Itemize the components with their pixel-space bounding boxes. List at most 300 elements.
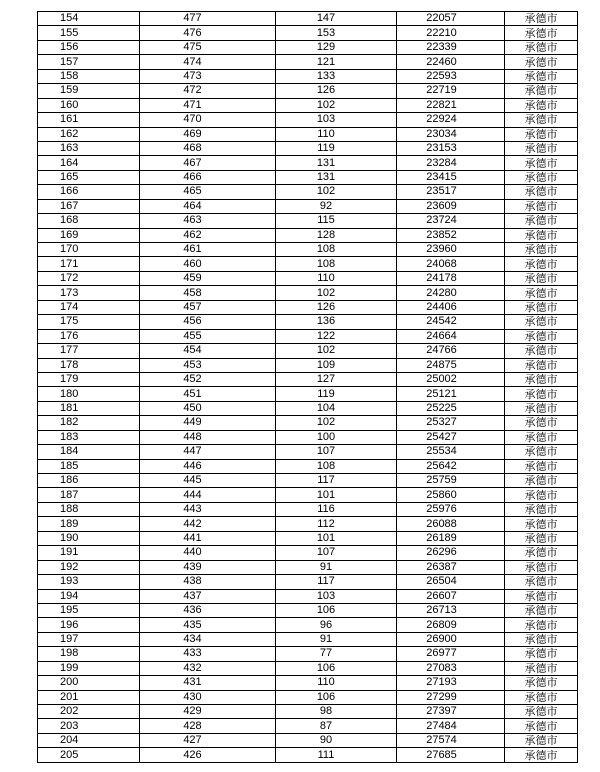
count-cell: 98 bbox=[276, 705, 397, 719]
score-cell: 454 bbox=[140, 344, 276, 358]
table-row bbox=[38, 113, 578, 127]
score-cell: 449 bbox=[140, 416, 276, 430]
cumulative-cell: 22821 bbox=[397, 98, 505, 112]
city-cell: 承德市 bbox=[505, 719, 578, 733]
table-row bbox=[38, 40, 578, 54]
city-cell: 承德市 bbox=[505, 632, 578, 646]
rank-cell: 154 bbox=[38, 12, 140, 26]
rank-cell: 190 bbox=[38, 531, 140, 545]
table-row bbox=[38, 286, 578, 300]
city-cell: 承德市 bbox=[505, 474, 578, 488]
rank-cell: 162 bbox=[38, 127, 140, 141]
city-cell: 承德市 bbox=[505, 546, 578, 560]
count-cell: 126 bbox=[276, 300, 397, 314]
rank-cell: 172 bbox=[38, 271, 140, 285]
rank-cell: 204 bbox=[38, 733, 140, 747]
rank-cell: 166 bbox=[38, 185, 140, 199]
table-row bbox=[38, 661, 578, 675]
city-cell: 承德市 bbox=[505, 243, 578, 257]
count-cell: 107 bbox=[276, 546, 397, 560]
rank-cell: 178 bbox=[38, 358, 140, 372]
rank-cell: 195 bbox=[38, 603, 140, 617]
city-cell: 承德市 bbox=[505, 98, 578, 112]
table-row bbox=[38, 271, 578, 285]
count-cell: 111 bbox=[276, 748, 397, 762]
table-row bbox=[38, 228, 578, 242]
cumulative-cell: 25225 bbox=[397, 401, 505, 415]
score-cell: 477 bbox=[140, 12, 276, 26]
table-row bbox=[38, 55, 578, 69]
score-cell: 456 bbox=[140, 315, 276, 329]
cumulative-cell: 27397 bbox=[397, 705, 505, 719]
cumulative-cell: 23852 bbox=[397, 228, 505, 242]
count-cell: 91 bbox=[276, 632, 397, 646]
cumulative-cell: 26504 bbox=[397, 575, 505, 589]
score-cell: 467 bbox=[140, 156, 276, 170]
rank-cell: 168 bbox=[38, 214, 140, 228]
cumulative-cell: 22460 bbox=[397, 55, 505, 69]
cumulative-cell: 26977 bbox=[397, 647, 505, 661]
rank-cell: 164 bbox=[38, 156, 140, 170]
city-cell: 承德市 bbox=[505, 618, 578, 632]
score-cell: 447 bbox=[140, 445, 276, 459]
table-row bbox=[38, 676, 578, 690]
cumulative-cell: 23517 bbox=[397, 185, 505, 199]
score-cell: 429 bbox=[140, 705, 276, 719]
table-row bbox=[38, 84, 578, 98]
cumulative-cell: 26387 bbox=[397, 560, 505, 574]
table-row bbox=[38, 329, 578, 343]
city-cell: 承德市 bbox=[505, 329, 578, 343]
count-cell: 87 bbox=[276, 719, 397, 733]
rank-cell: 183 bbox=[38, 430, 140, 444]
city-cell: 承德市 bbox=[505, 55, 578, 69]
city-cell: 承德市 bbox=[505, 358, 578, 372]
table-row bbox=[38, 257, 578, 271]
cumulative-cell: 22719 bbox=[397, 84, 505, 98]
score-cell: 457 bbox=[140, 300, 276, 314]
city-cell: 承德市 bbox=[505, 459, 578, 473]
table-row bbox=[38, 445, 578, 459]
count-cell: 153 bbox=[276, 26, 397, 40]
table-row bbox=[38, 748, 578, 762]
score-table-body bbox=[38, 12, 578, 763]
city-cell: 承德市 bbox=[505, 170, 578, 184]
count-cell: 119 bbox=[276, 387, 397, 401]
score-cell: 452 bbox=[140, 372, 276, 386]
count-cell: 115 bbox=[276, 214, 397, 228]
score-cell: 426 bbox=[140, 748, 276, 762]
score-cell: 458 bbox=[140, 286, 276, 300]
rank-cell: 186 bbox=[38, 474, 140, 488]
count-cell: 117 bbox=[276, 474, 397, 488]
rank-cell: 187 bbox=[38, 488, 140, 502]
score-cell: 474 bbox=[140, 55, 276, 69]
city-cell: 承德市 bbox=[505, 199, 578, 213]
score-cell: 459 bbox=[140, 271, 276, 285]
rank-cell: 171 bbox=[38, 257, 140, 271]
city-cell: 承德市 bbox=[505, 647, 578, 661]
score-cell: 471 bbox=[140, 98, 276, 112]
table-row bbox=[38, 170, 578, 184]
city-cell: 承德市 bbox=[505, 748, 578, 762]
cumulative-cell: 26809 bbox=[397, 618, 505, 632]
rank-cell: 202 bbox=[38, 705, 140, 719]
score-cell: 443 bbox=[140, 502, 276, 516]
score-cell: 463 bbox=[140, 214, 276, 228]
score-cell: 446 bbox=[140, 459, 276, 473]
cumulative-cell: 26900 bbox=[397, 632, 505, 646]
rank-cell: 157 bbox=[38, 55, 140, 69]
count-cell: 110 bbox=[276, 127, 397, 141]
cumulative-cell: 26189 bbox=[397, 531, 505, 545]
rank-cell: 181 bbox=[38, 401, 140, 415]
cumulative-cell: 27574 bbox=[397, 733, 505, 747]
count-cell: 110 bbox=[276, 676, 397, 690]
table-row bbox=[38, 26, 578, 40]
city-cell: 承德市 bbox=[505, 286, 578, 300]
table-row bbox=[38, 430, 578, 444]
city-cell: 承德市 bbox=[505, 416, 578, 430]
score-cell: 465 bbox=[140, 185, 276, 199]
rank-cell: 188 bbox=[38, 502, 140, 516]
score-cell: 470 bbox=[140, 113, 276, 127]
table-row bbox=[38, 488, 578, 502]
table-row bbox=[38, 705, 578, 719]
city-cell: 承德市 bbox=[505, 589, 578, 603]
city-cell: 承德市 bbox=[505, 214, 578, 228]
rank-cell: 169 bbox=[38, 228, 140, 242]
city-cell: 承德市 bbox=[505, 733, 578, 747]
cumulative-cell: 25327 bbox=[397, 416, 505, 430]
count-cell: 90 bbox=[276, 733, 397, 747]
rank-cell: 170 bbox=[38, 243, 140, 257]
city-cell: 承德市 bbox=[505, 69, 578, 83]
rank-cell: 198 bbox=[38, 647, 140, 661]
rank-cell: 177 bbox=[38, 344, 140, 358]
count-cell: 104 bbox=[276, 401, 397, 415]
cumulative-cell: 23153 bbox=[397, 141, 505, 155]
cumulative-cell: 27484 bbox=[397, 719, 505, 733]
city-cell: 承德市 bbox=[505, 430, 578, 444]
cumulative-cell: 27685 bbox=[397, 748, 505, 762]
score-cell: 428 bbox=[140, 719, 276, 733]
table-row bbox=[38, 300, 578, 314]
rank-cell: 185 bbox=[38, 459, 140, 473]
rank-cell: 201 bbox=[38, 690, 140, 704]
count-cell: 110 bbox=[276, 271, 397, 285]
score-cell: 455 bbox=[140, 329, 276, 343]
city-cell: 承德市 bbox=[505, 387, 578, 401]
score-cell: 450 bbox=[140, 401, 276, 415]
score-cell: 462 bbox=[140, 228, 276, 242]
score-cell: 433 bbox=[140, 647, 276, 661]
table-row bbox=[38, 647, 578, 661]
rank-cell: 182 bbox=[38, 416, 140, 430]
table-row bbox=[38, 531, 578, 545]
rank-cell: 179 bbox=[38, 372, 140, 386]
score-cell: 466 bbox=[140, 170, 276, 184]
count-cell: 106 bbox=[276, 661, 397, 675]
rank-cell: 191 bbox=[38, 546, 140, 560]
cumulative-cell: 25759 bbox=[397, 474, 505, 488]
score-cell: 442 bbox=[140, 517, 276, 531]
city-cell: 承德市 bbox=[505, 502, 578, 516]
table-row bbox=[38, 141, 578, 155]
table-row bbox=[38, 474, 578, 488]
cumulative-cell: 24664 bbox=[397, 329, 505, 343]
cumulative-cell: 26607 bbox=[397, 589, 505, 603]
score-cell: 441 bbox=[140, 531, 276, 545]
rank-cell: 194 bbox=[38, 589, 140, 603]
city-cell: 承德市 bbox=[505, 344, 578, 358]
score-cell: 468 bbox=[140, 141, 276, 155]
cumulative-cell: 23284 bbox=[397, 156, 505, 170]
count-cell: 133 bbox=[276, 69, 397, 83]
count-cell: 147 bbox=[276, 12, 397, 26]
cumulative-cell: 25427 bbox=[397, 430, 505, 444]
city-cell: 承德市 bbox=[505, 300, 578, 314]
count-cell: 91 bbox=[276, 560, 397, 574]
count-cell: 136 bbox=[276, 315, 397, 329]
rank-cell: 156 bbox=[38, 40, 140, 54]
city-cell: 承德市 bbox=[505, 690, 578, 704]
table-row bbox=[38, 199, 578, 213]
cumulative-cell: 25002 bbox=[397, 372, 505, 386]
rank-cell: 174 bbox=[38, 300, 140, 314]
table-row bbox=[38, 603, 578, 617]
score-cell: 464 bbox=[140, 199, 276, 213]
rank-cell: 173 bbox=[38, 286, 140, 300]
table-row bbox=[38, 358, 578, 372]
city-cell: 承德市 bbox=[505, 575, 578, 589]
score-cell: 445 bbox=[140, 474, 276, 488]
table-row bbox=[38, 344, 578, 358]
score-cell: 476 bbox=[140, 26, 276, 40]
table-row bbox=[38, 632, 578, 646]
count-cell: 102 bbox=[276, 185, 397, 199]
cumulative-cell: 26713 bbox=[397, 603, 505, 617]
rank-cell: 175 bbox=[38, 315, 140, 329]
city-cell: 承德市 bbox=[505, 257, 578, 271]
table-row bbox=[38, 575, 578, 589]
rank-cell: 163 bbox=[38, 141, 140, 155]
count-cell: 131 bbox=[276, 156, 397, 170]
count-cell: 100 bbox=[276, 430, 397, 444]
count-cell: 108 bbox=[276, 257, 397, 271]
score-cell: 431 bbox=[140, 676, 276, 690]
count-cell: 108 bbox=[276, 459, 397, 473]
count-cell: 109 bbox=[276, 358, 397, 372]
count-cell: 96 bbox=[276, 618, 397, 632]
cumulative-cell: 27193 bbox=[397, 676, 505, 690]
rank-cell: 203 bbox=[38, 719, 140, 733]
rank-cell: 184 bbox=[38, 445, 140, 459]
table-row bbox=[38, 387, 578, 401]
table-row bbox=[38, 502, 578, 516]
city-cell: 承德市 bbox=[505, 661, 578, 675]
table-row bbox=[38, 69, 578, 83]
score-cell: 444 bbox=[140, 488, 276, 502]
rank-cell: 192 bbox=[38, 560, 140, 574]
table-row bbox=[38, 185, 578, 199]
city-cell: 承德市 bbox=[505, 676, 578, 690]
cumulative-cell: 25642 bbox=[397, 459, 505, 473]
count-cell: 106 bbox=[276, 603, 397, 617]
cumulative-cell: 24280 bbox=[397, 286, 505, 300]
rank-cell: 197 bbox=[38, 632, 140, 646]
cumulative-cell: 23415 bbox=[397, 170, 505, 184]
cumulative-cell: 24875 bbox=[397, 358, 505, 372]
table-row bbox=[38, 690, 578, 704]
rank-cell: 155 bbox=[38, 26, 140, 40]
table-row bbox=[38, 98, 578, 112]
count-cell: 129 bbox=[276, 40, 397, 54]
city-cell: 承德市 bbox=[505, 127, 578, 141]
cumulative-cell: 26296 bbox=[397, 546, 505, 560]
rank-cell: 193 bbox=[38, 575, 140, 589]
score-cell: 436 bbox=[140, 603, 276, 617]
city-cell: 承德市 bbox=[505, 113, 578, 127]
score-cell: 472 bbox=[140, 84, 276, 98]
count-cell: 119 bbox=[276, 141, 397, 155]
table-row bbox=[38, 416, 578, 430]
cumulative-cell: 22593 bbox=[397, 69, 505, 83]
city-cell: 承德市 bbox=[505, 372, 578, 386]
score-cell: 461 bbox=[140, 243, 276, 257]
cumulative-cell: 24766 bbox=[397, 344, 505, 358]
table-row bbox=[38, 719, 578, 733]
cumulative-cell: 24178 bbox=[397, 271, 505, 285]
table-row bbox=[38, 127, 578, 141]
city-cell: 承德市 bbox=[505, 445, 578, 459]
score-cell: 427 bbox=[140, 733, 276, 747]
table-row bbox=[38, 12, 578, 26]
score-cell: 432 bbox=[140, 661, 276, 675]
cumulative-cell: 24068 bbox=[397, 257, 505, 271]
table-row bbox=[38, 214, 578, 228]
cumulative-cell: 24406 bbox=[397, 300, 505, 314]
score-cell: 448 bbox=[140, 430, 276, 444]
rank-cell: 167 bbox=[38, 199, 140, 213]
score-cell: 437 bbox=[140, 589, 276, 603]
city-cell: 承德市 bbox=[505, 517, 578, 531]
table-row bbox=[38, 517, 578, 531]
city-cell: 承德市 bbox=[505, 560, 578, 574]
cumulative-cell: 24542 bbox=[397, 315, 505, 329]
cumulative-cell: 25860 bbox=[397, 488, 505, 502]
table-row bbox=[38, 589, 578, 603]
cumulative-cell: 22057 bbox=[397, 12, 505, 26]
count-cell: 102 bbox=[276, 98, 397, 112]
cumulative-cell: 23034 bbox=[397, 127, 505, 141]
score-table bbox=[37, 11, 578, 763]
city-cell: 承德市 bbox=[505, 315, 578, 329]
rank-cell: 161 bbox=[38, 113, 140, 127]
count-cell: 102 bbox=[276, 286, 397, 300]
cumulative-cell: 23724 bbox=[397, 214, 505, 228]
rank-cell: 160 bbox=[38, 98, 140, 112]
count-cell: 128 bbox=[276, 228, 397, 242]
score-cell: 469 bbox=[140, 127, 276, 141]
cumulative-cell: 25121 bbox=[397, 387, 505, 401]
rank-cell: 180 bbox=[38, 387, 140, 401]
city-cell: 承德市 bbox=[505, 185, 578, 199]
score-cell: 435 bbox=[140, 618, 276, 632]
count-cell: 101 bbox=[276, 488, 397, 502]
cumulative-cell: 23960 bbox=[397, 243, 505, 257]
city-cell: 承德市 bbox=[505, 531, 578, 545]
city-cell: 承德市 bbox=[505, 26, 578, 40]
count-cell: 107 bbox=[276, 445, 397, 459]
count-cell: 101 bbox=[276, 531, 397, 545]
cumulative-cell: 23609 bbox=[397, 199, 505, 213]
table-row bbox=[38, 618, 578, 632]
city-cell: 承德市 bbox=[505, 228, 578, 242]
city-cell: 承德市 bbox=[505, 271, 578, 285]
rank-cell: 196 bbox=[38, 618, 140, 632]
city-cell: 承德市 bbox=[505, 141, 578, 155]
city-cell: 承德市 bbox=[505, 603, 578, 617]
rank-cell: 189 bbox=[38, 517, 140, 531]
cumulative-cell: 22210 bbox=[397, 26, 505, 40]
table-row bbox=[38, 372, 578, 386]
count-cell: 117 bbox=[276, 575, 397, 589]
table-row bbox=[38, 243, 578, 257]
score-cell: 453 bbox=[140, 358, 276, 372]
table-row bbox=[38, 560, 578, 574]
city-cell: 承德市 bbox=[505, 84, 578, 98]
score-cell: 475 bbox=[140, 40, 276, 54]
count-cell: 102 bbox=[276, 344, 397, 358]
count-cell: 77 bbox=[276, 647, 397, 661]
count-cell: 126 bbox=[276, 84, 397, 98]
cumulative-cell: 26088 bbox=[397, 517, 505, 531]
score-cell: 460 bbox=[140, 257, 276, 271]
rank-cell: 159 bbox=[38, 84, 140, 98]
count-cell: 102 bbox=[276, 416, 397, 430]
cumulative-cell: 25534 bbox=[397, 445, 505, 459]
count-cell: 127 bbox=[276, 372, 397, 386]
count-cell: 103 bbox=[276, 589, 397, 603]
cumulative-cell: 22339 bbox=[397, 40, 505, 54]
cumulative-cell: 27299 bbox=[397, 690, 505, 704]
rank-cell: 205 bbox=[38, 748, 140, 762]
score-cell: 439 bbox=[140, 560, 276, 574]
cumulative-cell: 22924 bbox=[397, 113, 505, 127]
city-cell: 承德市 bbox=[505, 705, 578, 719]
table-row bbox=[38, 401, 578, 415]
count-cell: 121 bbox=[276, 55, 397, 69]
count-cell: 106 bbox=[276, 690, 397, 704]
count-cell: 112 bbox=[276, 517, 397, 531]
count-cell: 103 bbox=[276, 113, 397, 127]
cumulative-cell: 25976 bbox=[397, 502, 505, 516]
score-cell: 440 bbox=[140, 546, 276, 560]
rank-cell: 200 bbox=[38, 676, 140, 690]
city-cell: 承德市 bbox=[505, 12, 578, 26]
table-row bbox=[38, 315, 578, 329]
rank-cell: 158 bbox=[38, 69, 140, 83]
count-cell: 108 bbox=[276, 243, 397, 257]
count-cell: 131 bbox=[276, 170, 397, 184]
score-cell: 451 bbox=[140, 387, 276, 401]
city-cell: 承德市 bbox=[505, 156, 578, 170]
cumulative-cell: 27083 bbox=[397, 661, 505, 675]
city-cell: 承德市 bbox=[505, 40, 578, 54]
score-cell: 473 bbox=[140, 69, 276, 83]
city-cell: 承德市 bbox=[505, 488, 578, 502]
